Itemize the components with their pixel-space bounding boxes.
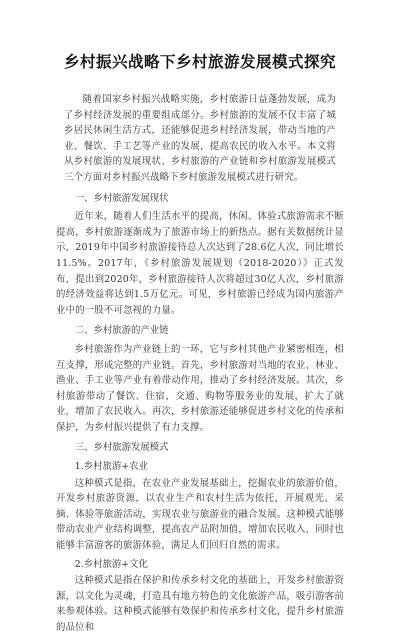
paper-title: 乡村振兴战略下乡村旅游发展模式探究 [63, 52, 336, 71]
subsection-heading-3-2: 2.乡村旅游+文化 [74, 558, 148, 570]
section-1-paragraph: 近年来，随着人们生活水平的提高，休闲、体验式旅游需求不断提高，乡村旅游逐渐成为了旅游市场上的新热点。据有关数据统计显示，2019年中国乡村旅游接待总人次达到了28.6亿人次，同比增长11.5%。2017年，《乡村旅游发展规划（2018-2020）》正式发布，提出到2020年，乡村旅游接待人次将超过30亿人次，乡村旅游的经济效益将达到1.5万亿元。可见，乡村旅游已经成为国内旅游产业中的一股不可忽视的力量。 [56, 211, 344, 316]
section-heading-2: 二、乡村旅游的产业链 [74, 325, 169, 337]
section-2-paragraph: 乡村旅游作为产业链上的一环，它与乡村其他产业紧密相连，相互支撑，形成完整的产业链。首先，乡村旅游对当地的农业、林业、渔业、手工业等产业有着带动作用，推动了乡村经济发展。其次，乡村旅游带动了餐饮、住宿、交通、购物等服务业的发展，扩大了就业，增加了农民收入。再次，乡村旅游还能够促进乡村文化的传承和保护，为乡村振兴提供了有力支撑。 [56, 343, 344, 433]
abstract [64, 92, 336, 186]
section-heading-3: 三、乡村旅游发展模式 [74, 442, 169, 454]
subsection-3-1-paragraph: 这种模式是指，在农业产业发展基础上，挖掘农业的旅游价值，开发乡村旅游资源，以农业生产和农村生活为依托，开展观光、采摘、体验等旅游活动，实现农业与旅游业的融合发展。这种模式能够带动农业产业结构调整，提高农产品附加值，增加农民收入，同时也能够丰富游客的旅游体验，满足人们回归自然的需求。 [56, 477, 344, 552]
subsection-heading-3-1: 1.乡村旅游+农业 [74, 461, 148, 473]
subsection-3-2-paragraph: 这种模式是指在保护和传承乡村文化的基础上，开发乡村旅游资源，以文化为灵魂，打造具有地方特色的文化旅游产品，吸引游客前来参观体验。这种模式能够有效保护和传承乡村文化，提升乡村旅游的品位和 [56, 575, 344, 633]
section-heading-1: 一、乡村旅游发展现状 [74, 192, 169, 204]
abstract-text: 随着国家乡村振兴战略实施，乡村旅游日益蓬勃发展，成为了乡村经济发展的重要组成部分。乡村旅游的发展不仅丰富了城乡居民休闲生活方式，还能够促进乡村经济发展，带动当地的产业、餐饮、手工艺等产业的发展，提高农民的收入水平。本文将从乡村旅游的发展现状、乡村旅游的产业链和乡村旅游发展模式三个方面对乡村振兴战略下乡村旅游发展模式进行研究。 [64, 94, 336, 183]
